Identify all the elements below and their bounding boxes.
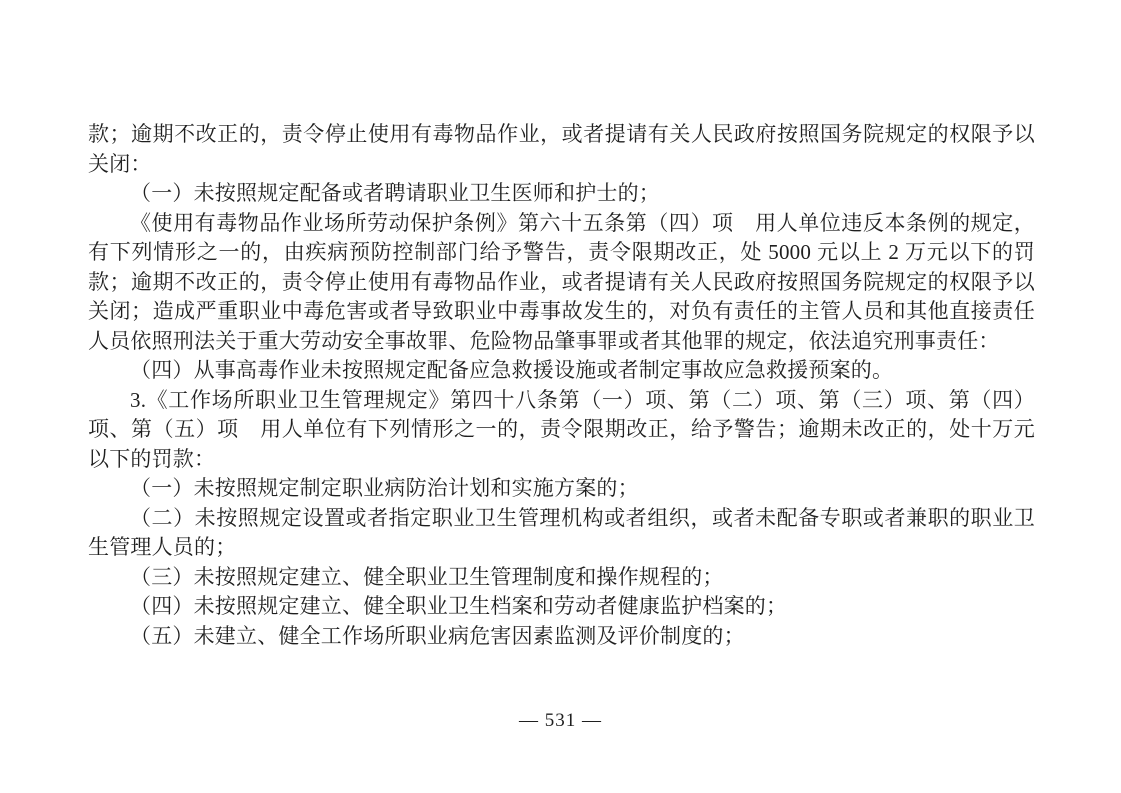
list-item-one: （一）未按照规定配备或者聘请职业卫生医师和护士的；	[130, 181, 660, 205]
page-footer	[0, 710, 1121, 732]
list-item-four: （四）从事高毒作业未按照规定配备应急救援设施或者制定事故应急救援预案的。	[130, 358, 894, 382]
document-body	[88, 120, 1035, 651]
paragraph-regulation-65: 《使用有毒物品作业场所劳动保护条例》第六十五条第（四）项 用人单位违反本条例的规定，有下列情形之一的，由疾病预防控制部门给予警告，责令限期改正，处 5000 元以上 2 万元以下的罚款；逾期不改正的，责令停止使用有毒物品作业，或者提请有关人民政府按照国务院规定的权限予以关闭；造成严重职业中毒危害或者导致职业中毒事故发生的，对负有责任的主管人员和其他直接责任人员依照刑法关于重大劳动安全事故罪、危险物品肇事罪或者其他罪的规定，依法追究刑事责任：	[88, 210, 1035, 353]
list-item-four-b: （四）未按照规定建立、健全职业卫生档案和劳动者健康监护档案的；	[130, 594, 788, 618]
paragraph-regulation-48: 3.《工作场所职业卫生管理规定》第四十八条第（一）项、第（二）项、第（三）项、第（四）项、第（五）项 用人单位有下列情形之一的，责令限期改正，给予警告；逾期未改正的，处十万元以下的罚款：	[88, 387, 1035, 471]
page-number: — 531 —	[519, 710, 602, 731]
list-item-three-b: （三）未按照规定建立、健全职业卫生管理制度和操作规程的；	[130, 564, 724, 589]
list-item-five-b: （五）未建立、健全工作场所职业病危害因素监测及评价制度的；	[130, 623, 745, 648]
list-item-two-b: （二）未按照规定设置或者指定职业卫生管理机构或者组织，或者未配备专职或者兼职的职业卫生管理人员的；	[88, 505, 1035, 559]
paragraph-continuation: 款；逾期不改正的，责令停止使用有毒物品作业，或者提请有关人民政府按照国务院规定的权限予以关闭：	[88, 122, 1035, 176]
list-item-one-b: （一）未按照规定制定职业病防治计划和实施方案的；	[130, 476, 639, 500]
